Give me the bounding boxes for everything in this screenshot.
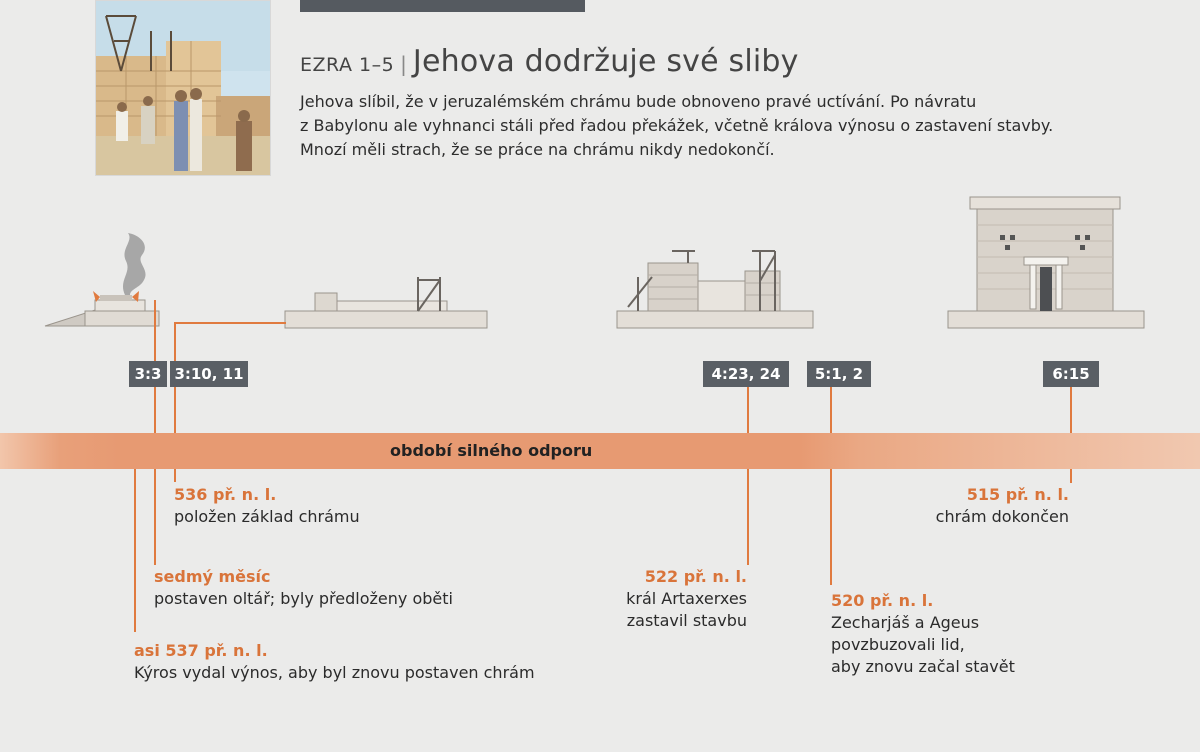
event-resume — [831, 590, 1015, 678]
opposition-period-band — [0, 433, 1200, 469]
intro-line: Mnozí měli strach, že se práce na chrámu nikdy nedokončí. — [300, 140, 775, 159]
event-date: 522 př. n. l. — [644, 567, 747, 586]
event-description: Kýros vydal výnos, aby byl znovu postaven chrám — [134, 663, 535, 682]
intro-paragraph — [300, 90, 1100, 162]
event-date: 520 př. n. l. — [831, 591, 934, 610]
event-description: zastavil stavbu — [626, 611, 747, 630]
foundation-icon — [285, 277, 487, 328]
event-date: 515 př. n. l. — [966, 485, 1069, 504]
ref-box-stop: 4:23, 24 — [703, 361, 789, 387]
event-date: 536 př. n. l. — [174, 485, 277, 504]
event-description: povzbuzovali lid, — [831, 635, 965, 654]
finished-temple-icon — [948, 197, 1144, 328]
event-decree — [134, 640, 535, 684]
event-finish — [936, 484, 1069, 528]
ref-box-finish: 6:15 — [1043, 361, 1099, 387]
heading-separator: | — [400, 52, 407, 76]
connector-line — [174, 322, 286, 324]
event-description: chrám dokončen — [935, 507, 1069, 526]
altar-icon — [45, 233, 159, 326]
event-date: sedmý měsíc — [154, 567, 271, 586]
ref-box-altar: 3:3 — [129, 361, 167, 387]
page-title: Jehova dodržuje své sliby — [412, 44, 799, 79]
header-bar — [300, 0, 585, 12]
intro-line: Jehova slíbil, že v jeruzalémském chrámu bude obnoveno pravé uctívání. Po návratu — [300, 92, 977, 111]
scripture-reference: EZRA 1–5 — [300, 54, 395, 76]
event-foundation — [174, 484, 360, 528]
event-description: postaven oltář; byly předloženy oběti — [154, 589, 453, 608]
event-altar — [154, 566, 453, 610]
event-stop — [626, 566, 747, 632]
ref-box-foundation: 3:10, 11 — [170, 361, 248, 387]
partial-temple-icon — [617, 251, 813, 328]
opposition-period-label: období silného odporu — [390, 441, 593, 460]
intro-line: z Babylonu ale vyhnanci stáli před řadou překážek, včetně králova výnosu o zastavení stavby. — [300, 116, 1054, 135]
event-date: asi 537 př. n. l. — [134, 641, 268, 660]
event-description: král Artaxerxes — [626, 589, 747, 608]
stop-timeline-line — [747, 385, 749, 565]
resume-timeline-line — [830, 385, 832, 585]
temple-stages-illustration — [0, 185, 1200, 335]
temple-construction-illustration — [95, 0, 271, 176]
event-description: aby znovu začal stavět — [831, 657, 1015, 676]
ref-box-resume: 5:1, 2 — [807, 361, 871, 387]
page-heading — [300, 44, 799, 79]
event-description: Zecharjáš a Ageus — [831, 613, 980, 632]
event-description: položen základ chrámu — [174, 507, 360, 526]
